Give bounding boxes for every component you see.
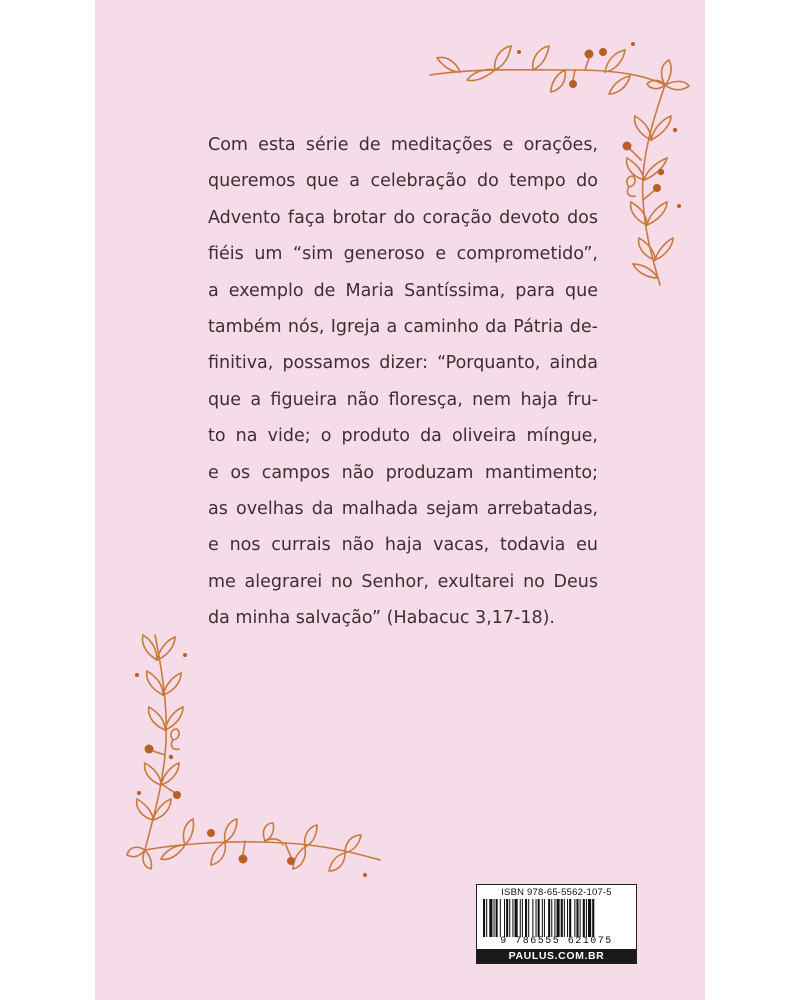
text-line: me alegrarei no Senhor, exultarei no Deus <box>208 571 598 592</box>
barcode-icon <box>483 899 630 937</box>
isbn-label: ISBN 978-65-5562-107-5 <box>501 887 612 898</box>
barcode-digits: 9 786555 621075 <box>500 936 613 947</box>
text-line: Advento faça brotar do coração devoto dos <box>208 207 598 228</box>
text-line: as ovelhas da malhada sejam arrebatadas, <box>208 499 598 520</box>
back-cover-text <box>208 127 598 637</box>
text-line: to na vide; o produto da oliveira míngue, <box>208 426 598 447</box>
text-line: finitiva, possamos dizer: “Porquanto, ainda <box>208 353 598 374</box>
barcode-block <box>476 884 637 964</box>
floral-ornament-bottom-left-icon <box>115 625 395 890</box>
text-line: e os campos não produzam mantimento; <box>208 462 598 483</box>
text-line: e nos currais não haja vacas, todavia eu <box>208 535 598 556</box>
text-line: da minha salvação” (Habacuc 3,17-18). <box>208 608 555 629</box>
text-line: a exemplo de Maria Santíssima, para que <box>208 280 598 301</box>
text-line: queremos que a celebração do tempo do <box>208 171 598 192</box>
publisher-url: PAULUS.COM.BR <box>477 949 636 963</box>
text-line: fiéis um “sim generoso e comprometido”, <box>208 244 598 265</box>
text-line: Com esta série de meditações e orações, <box>208 135 598 155</box>
text-line: que a figueira não floresça, nem haja fru- <box>208 389 598 410</box>
text-line: também nós, Igreja a caminho da Pátria de- <box>208 317 598 338</box>
